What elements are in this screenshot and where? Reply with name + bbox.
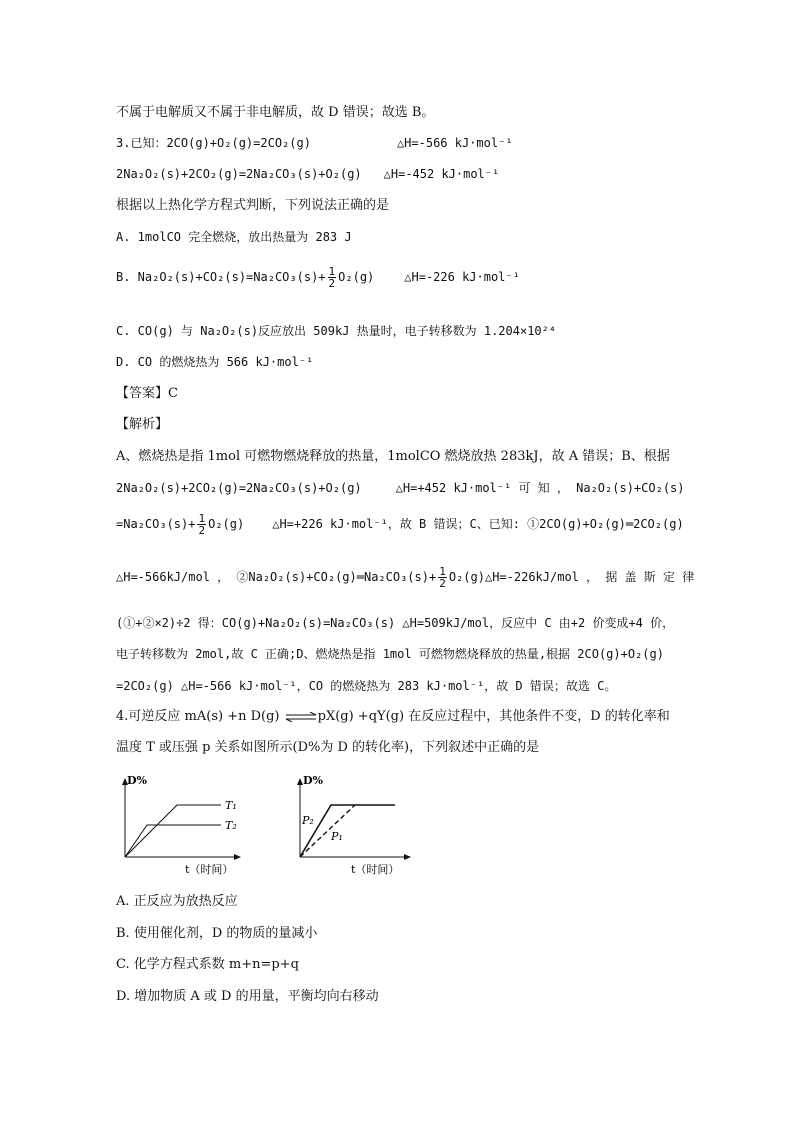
q4-option-a: A. 正反应为放热反应: [116, 894, 238, 909]
curve-t2: [125, 825, 221, 857]
curve-p1: [300, 805, 355, 857]
right-ylabel: D%: [303, 774, 323, 787]
left-label-t1: T₁: [225, 799, 237, 812]
x-axis-arrow-icon: [234, 854, 241, 860]
q3-eq2: 2Na₂O₂(s)+2CO₂(g)=2Na₂CO₃(s)+O₂(g) △H=-452 kJ·mol⁻¹: [116, 167, 500, 181]
left-label-t2: T₂: [225, 819, 237, 832]
reversible-arrow-icon: [284, 712, 318, 722]
analysis-line-6: 电子转移数为 2mol,故 C 正确;D、燃烧热是指 1mol 可燃物燃烧释放的热量,根据 2CO(g)+O₂(g): [116, 647, 664, 661]
curve-t1: [125, 805, 221, 857]
q4-stem-2: 温度 T 或压强 p 关系如图所示(D%为 D 的转化率)，下列叙述中正确的是: [116, 740, 540, 755]
graph-pressure: [297, 774, 411, 876]
right-xlabel: t（时间）: [351, 863, 400, 876]
analysis-line-3: =Na₂CO₃(s)+ $\frac{1}{2}$ O₂(g) △H=+226 kJ·mol⁻¹，故 B 错误；C、已知: ①2CO(g)+O₂(g)═2CO₂(g): [116, 512, 684, 537]
q4-stem-1: 4.可逆反应 mA(s) +n D(g) pX(g) +qY(g) 在反应过程中，其他条件不变，D 的转化率和: [116, 709, 670, 724]
q4-option-c: C. 化学方程式系数 m+n=p+q: [116, 957, 299, 972]
q3-option-d: D. CO 的燃烧热为 566 kJ·mol⁻¹: [116, 355, 314, 369]
continued-text: 不属于电解质又不属于非电解质，故 D 错误；故选 B。: [116, 105, 435, 120]
q4-figure: [115, 770, 415, 880]
q4-option-d: D. 增加物质 A 或 D 的用量，平衡均向右移动: [116, 989, 379, 1004]
analysis-line-2: 2Na₂O₂(s)+2CO₂(g)=2Na₂CO₃(s)+O₂(g) △H=+452 kJ·mol⁻¹ 可 知 ， Na₂O₂(s)+CO₂(s): [116, 481, 685, 495]
analysis-line-5: (①+②×2)÷2 得：CO(g)+Na₂O₂(s)=Na₂CO₃(s) △H=509kJ/mol，反应中 C 由+2 价变成+4 价，: [116, 616, 675, 630]
q3-option-b: B. Na₂O₂(s)+CO₂(s)=Na₂CO₃(s)+ $\frac{1}{2}$ O₂(g) △H=-226 kJ·mol⁻¹: [116, 265, 520, 290]
x-axis-arrow-icon: [404, 854, 411, 860]
fraction-half: $\frac{1}{2}$: [328, 265, 336, 290]
left-ylabel: D%: [127, 774, 147, 787]
right-label-p2: P₂: [302, 814, 314, 827]
q4-option-b: B. 使用催化剂，D 的物质的量减小: [116, 926, 318, 941]
left-xlabel: t（时间）: [185, 863, 234, 876]
analysis-line-4: △H=-566kJ/mol ， ②Na₂O₂(s)+CO₂(g)═Na₂CO₃(s)+ $\frac{1}{2}$ O₂(g)△H=-226kJ/mol ， 据 盖 斯 定 律: [116, 565, 695, 590]
q3-option-a: A. 1molCO 完全燃烧，放出热量为 283 J: [116, 230, 352, 244]
q3-stem: 3.已知：2CO(g)+O₂(g)=2CO₂(g) △H=-566 kJ·mol⁻¹: [116, 136, 513, 150]
q3-option-c: C. CO(g) 与 Na₂O₂(s)反应放出 509kJ 热量时，电子转移数为 1.204×10²⁴: [116, 324, 557, 338]
analysis-label: 【解析】: [116, 417, 169, 432]
q3-prompt: 根据以上热化学方程式判断，下列说法正确的是: [116, 198, 390, 213]
analysis-line-1: A、燃烧热是指 1mol 可燃物燃烧释放的热量，1molCO 燃烧放热 283kJ，故 A 错误；B、根据: [116, 449, 670, 464]
right-label-p1: P₁: [331, 830, 343, 843]
graph-temperature: [122, 774, 241, 876]
answer-label: 【答案】C: [116, 386, 178, 401]
analysis-line-7: =2CO₂(g) △H=-566 kJ·mol⁻¹，CO 的燃烧热为 283 kJ·mol⁻¹，故 D 错误；故选 C。: [116, 679, 617, 693]
